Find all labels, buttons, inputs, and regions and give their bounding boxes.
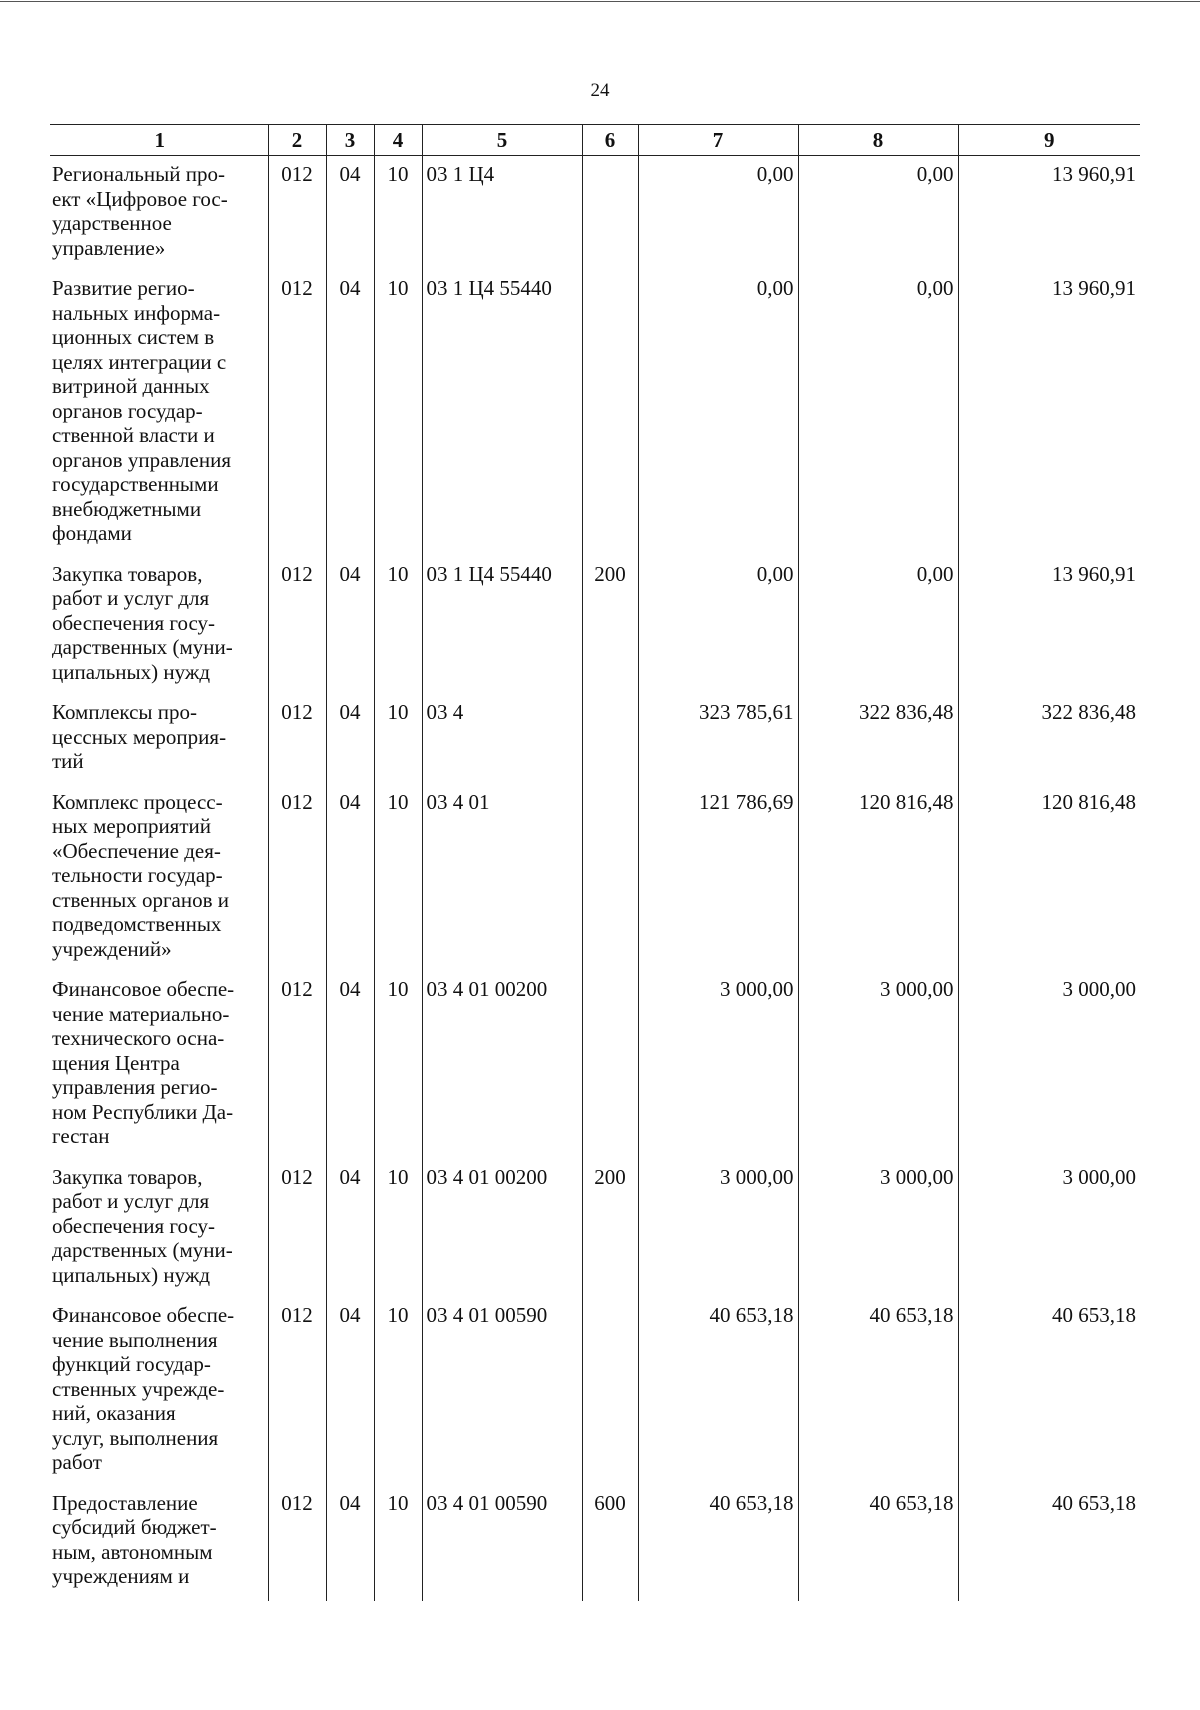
ved-code-cell: 012 [268,1485,326,1601]
row-name-cell: Закупка товаров, работ и услуг для обеспечения госу- дарственных (муни- ципальных) нужд [50,556,268,695]
target-article-cell: 03 4 01 00200 [422,971,582,1159]
section-code-cell: 04 [326,270,374,556]
expense-type-cell [582,156,638,271]
target-article-cell: 03 4 01 00590 [422,1297,582,1485]
budget-table [50,124,1140,1601]
section-code-cell: 04 [326,556,374,695]
amount-col7-cell: 0,00 [638,556,798,695]
subsection-code-cell: 10 [374,1297,422,1485]
target-article-cell: 03 4 01 00200 [422,1159,582,1298]
subsection-code-cell: 10 [374,270,422,556]
ved-code-cell: 012 [268,1297,326,1485]
amount-col8-cell: 40 653,18 [798,1485,958,1601]
column-header-2: 2 [268,125,326,156]
amount-col9-cell: 40 653,18 [958,1297,1140,1485]
subsection-code-cell: 10 [374,156,422,271]
subsection-code-cell: 10 [374,784,422,972]
amount-col9-cell: 3 000,00 [958,1159,1140,1298]
expense-type-cell [582,784,638,972]
row-name-cell: Комплекс процесс- ных мероприятий «Обеспечение дея- тельности государ- ственных органов и подведомственных учреждений» [50,784,268,972]
amount-col8-cell: 120 816,48 [798,784,958,972]
subsection-code-cell: 10 [374,1159,422,1298]
table-row [50,1297,1140,1485]
table-row [50,556,1140,695]
table-row [50,971,1140,1159]
ved-code-cell: 012 [268,1159,326,1298]
column-header-9: 9 [958,125,1140,156]
amount-col7-cell: 323 785,61 [638,694,798,784]
table-body [50,156,1140,1601]
amount-col8-cell: 0,00 [798,270,958,556]
amount-col8-cell: 0,00 [798,156,958,271]
table-row [50,784,1140,972]
expense-type-cell [582,971,638,1159]
amount-col9-cell: 13 960,91 [958,556,1140,695]
expense-type-cell [582,1297,638,1485]
amount-col8-cell: 322 836,48 [798,694,958,784]
expense-type-cell [582,694,638,784]
expense-type-cell: 200 [582,556,638,695]
amount-col8-cell: 0,00 [798,556,958,695]
amount-col7-cell: 3 000,00 [638,971,798,1159]
row-name-cell: Региональный про- ект «Цифровое гос- ударственное управление» [50,156,268,271]
amount-col7-cell: 0,00 [638,156,798,271]
row-name-cell: Предоставление субсидий бюджет- ным, автономным учреждениям и [50,1485,268,1601]
table-row [50,1485,1140,1601]
expense-type-cell: 600 [582,1485,638,1601]
row-name-cell: Закупка товаров, работ и услуг для обеспечения госу- дарственных (муни- ципальных) нужд [50,1159,268,1298]
amount-col7-cell: 40 653,18 [638,1297,798,1485]
section-code-cell: 04 [326,1485,374,1601]
column-header-7: 7 [638,125,798,156]
section-code-cell: 04 [326,971,374,1159]
target-article-cell: 03 4 01 [422,784,582,972]
section-code-cell: 04 [326,1159,374,1298]
target-article-cell: 03 1 Ц4 55440 [422,270,582,556]
amount-col7-cell: 3 000,00 [638,1159,798,1298]
ved-code-cell: 012 [268,694,326,784]
target-article-cell: 03 1 Ц4 [422,156,582,271]
header-row [50,125,1140,156]
target-article-cell: 03 4 [422,694,582,784]
ved-code-cell: 012 [268,971,326,1159]
target-article-cell: 03 1 Ц4 55440 [422,556,582,695]
table-row [50,1159,1140,1298]
subsection-code-cell: 10 [374,1485,422,1601]
amount-col7-cell: 121 786,69 [638,784,798,972]
amount-col9-cell: 40 653,18 [958,1485,1140,1601]
row-name-cell: Комплексы про- цессных мероприя- тий [50,694,268,784]
amount-col9-cell: 3 000,00 [958,971,1140,1159]
amount-col7-cell: 40 653,18 [638,1485,798,1601]
ved-code-cell: 012 [268,556,326,695]
column-header-6: 6 [582,125,638,156]
section-code-cell: 04 [326,1297,374,1485]
row-name-cell: Развитие регио- нальных информа- ционных систем в целях интеграции с витриной данных органов государ- ственной власти и органов управления государственными внебюджетными фондами [50,270,268,556]
section-code-cell: 04 [326,694,374,784]
top-border-line [0,1,1200,2]
table-row [50,694,1140,784]
amount-col8-cell: 40 653,18 [798,1297,958,1485]
section-code-cell: 04 [326,784,374,972]
ved-code-cell: 012 [268,784,326,972]
page-number: 24 [590,80,610,101]
subsection-code-cell: 10 [374,694,422,784]
subsection-code-cell: 10 [374,971,422,1159]
table-row [50,270,1140,556]
amount-col9-cell: 120 816,48 [958,784,1140,972]
row-name-cell: Финансовое обеспе- чение выполнения функций государ- ственных учрежде- ний, оказания услуг, выполнения работ [50,1297,268,1485]
row-name-cell: Финансовое обеспе- чение материально- технического осна- щения Центра управления регио- ном Республики Да- гестан [50,971,268,1159]
amount-col9-cell: 322 836,48 [958,694,1140,784]
column-header-8: 8 [798,125,958,156]
subsection-code-cell: 10 [374,556,422,695]
column-header-5: 5 [422,125,582,156]
column-header-4: 4 [374,125,422,156]
amount-col8-cell: 3 000,00 [798,971,958,1159]
column-header-1: 1 [50,125,268,156]
amount-col9-cell: 13 960,91 [958,270,1140,556]
amount-col9-cell: 13 960,91 [958,156,1140,271]
column-header-3: 3 [326,125,374,156]
section-code-cell: 04 [326,156,374,271]
amount-col8-cell: 3 000,00 [798,1159,958,1298]
table-row [50,156,1140,271]
expense-type-cell [582,270,638,556]
ved-code-cell: 012 [268,270,326,556]
target-article-cell: 03 4 01 00590 [422,1485,582,1601]
ved-code-cell: 012 [268,156,326,271]
expense-type-cell: 200 [582,1159,638,1298]
amount-col7-cell: 0,00 [638,270,798,556]
